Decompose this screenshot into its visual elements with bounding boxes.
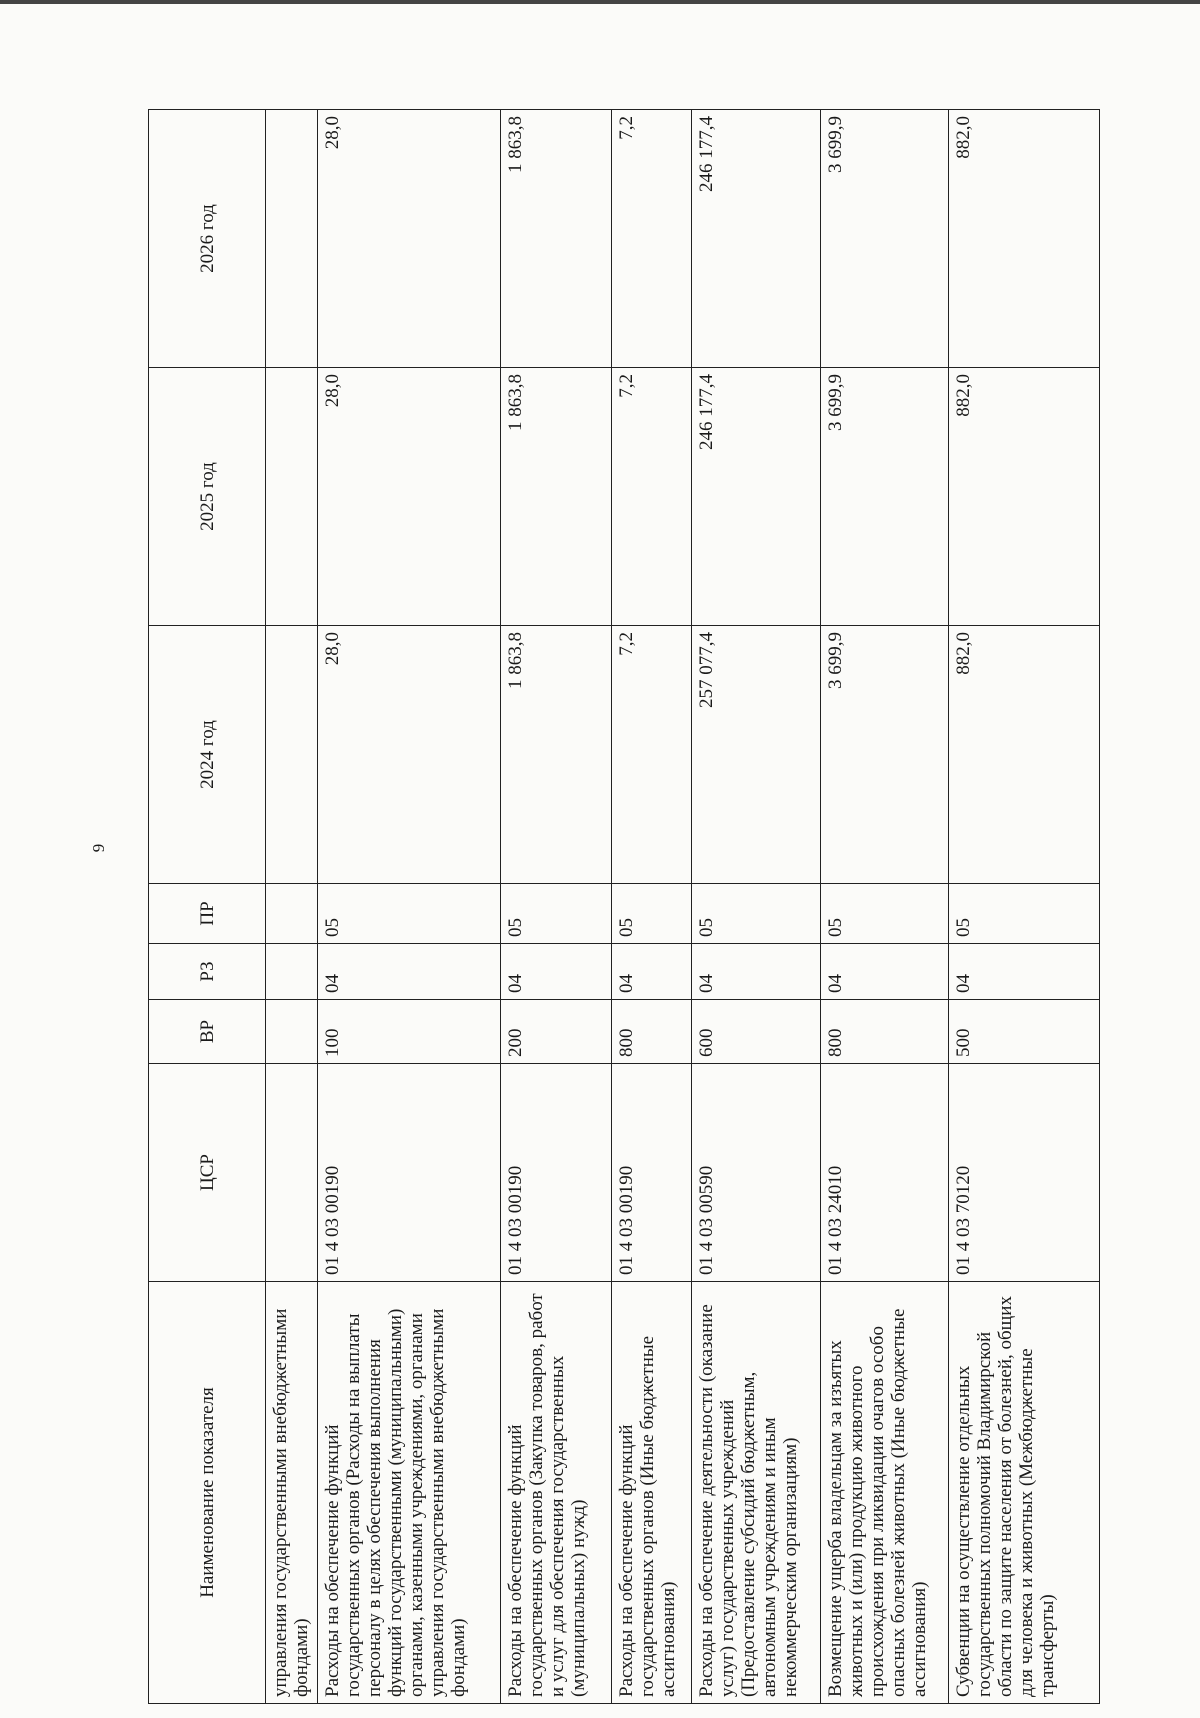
header-row <box>149 110 266 1704</box>
cell-rz: 04 <box>692 944 821 1000</box>
table-row <box>820 110 949 1704</box>
table-row <box>949 110 1100 1704</box>
cell-name: Расходы на обеспечение функций государственных органов (Расходы на выплаты персоналу в целях обеспечения выполнения функций государственными (муниципальными) органами, казенными учреждениями, органами управления государственными внебюджетными фондами) <box>318 1282 501 1704</box>
cell-vr: 200 <box>501 1000 612 1064</box>
cell-name: управления государственными внебюджетными фондами) <box>266 1282 318 1704</box>
cell-csr: 01 4 03 00190 <box>501 1064 612 1282</box>
budget-table <box>148 109 1100 1704</box>
cell-rz <box>266 944 318 1000</box>
cell-2026: 882,0 <box>949 110 1100 368</box>
cell-2025 <box>266 368 318 626</box>
header-2025: 2025 год <box>149 368 266 626</box>
table-body <box>266 110 1100 1704</box>
cell-rz: 04 <box>949 944 1100 1000</box>
cell-vr <box>266 1000 318 1064</box>
cell-pr: 05 <box>949 884 1100 944</box>
cell-2026: 28,0 <box>318 110 501 368</box>
header-rz: РЗ <box>149 944 266 1000</box>
table-row <box>611 110 691 1704</box>
cell-name: Расходы на обеспечение функций государственных органов (Закупка товаров, работ и услуг для обеспечения государственных (муниципальных) нужд) <box>501 1282 612 1704</box>
table-row <box>501 110 612 1704</box>
cell-2024: 1 863,8 <box>501 626 612 884</box>
header-pr: ПР <box>149 884 266 944</box>
header-2026: 2026 год <box>149 110 266 368</box>
cell-csr <box>266 1064 318 1282</box>
header-csr: ЦСР <box>149 1064 266 1282</box>
cell-2025: 1 863,8 <box>501 368 612 626</box>
cell-csr: 01 4 03 00190 <box>611 1064 691 1282</box>
cell-name: Расходы на обеспечение функций государственных органов (Иные бюджетные ассигнования) <box>611 1282 691 1704</box>
header-vr: ВР <box>149 1000 266 1064</box>
cell-2024: 257 077,4 <box>692 626 821 884</box>
cell-rz: 04 <box>501 944 612 1000</box>
cell-name: Субвенции на осуществление отдельных государственных полномочий Владимирской области по защите населения от болезней, общих для человека и животных (Межбюджетные трансферты) <box>949 1282 1100 1704</box>
cell-vr: 500 <box>949 1000 1100 1064</box>
cell-2025: 882,0 <box>949 368 1100 626</box>
cell-2024: 28,0 <box>318 626 501 884</box>
cell-vr: 800 <box>611 1000 691 1064</box>
cell-2026: 3 699,9 <box>820 110 949 368</box>
cell-vr: 100 <box>318 1000 501 1064</box>
cell-csr: 01 4 03 00190 <box>318 1064 501 1282</box>
cell-csr: 01 4 03 24010 <box>820 1064 949 1282</box>
cell-pr: 05 <box>318 884 501 944</box>
cell-2024 <box>266 626 318 884</box>
header-name: Наименование показателя <box>149 1282 266 1704</box>
cell-rz: 04 <box>820 944 949 1000</box>
page-number: 9 <box>89 843 108 853</box>
rotated-table-container <box>148 110 1100 1704</box>
cell-2026: 1 863,8 <box>501 110 612 368</box>
cell-2025: 3 699,9 <box>820 368 949 626</box>
cell-vr: 800 <box>820 1000 949 1064</box>
cell-vr: 600 <box>692 1000 821 1064</box>
table-header <box>149 110 266 1704</box>
cell-pr: 05 <box>611 884 691 944</box>
cell-2024: 882,0 <box>949 626 1100 884</box>
cell-pr <box>266 884 318 944</box>
cell-name: Возмещение ущерба владельцам за изъятых животных и (или) продукцию животного происхождения при ликвидации очагов особо опасных болезней животных (Иные бюджетные ассигнования) <box>820 1282 949 1704</box>
cell-rz: 04 <box>611 944 691 1000</box>
cell-pr: 05 <box>692 884 821 944</box>
cell-csr: 01 4 03 00590 <box>692 1064 821 1282</box>
cell-pr: 05 <box>820 884 949 944</box>
cell-2026 <box>266 110 318 368</box>
table-row <box>266 110 318 1704</box>
cell-2026: 246 177,4 <box>692 110 821 368</box>
cell-2026: 7,2 <box>611 110 691 368</box>
cell-2025: 28,0 <box>318 368 501 626</box>
cell-name: Расходы на обеспечение деятельности (оказание услуг) государственных учреждений (Предоставление субсидий бюджетным, автономным учреждениям и иным некоммерческим организациям) <box>692 1282 821 1704</box>
scan-top-edge <box>0 0 1200 4</box>
table-row <box>692 110 821 1704</box>
cell-pr: 05 <box>501 884 612 944</box>
cell-csr: 01 4 03 70120 <box>949 1064 1100 1282</box>
cell-2024: 7,2 <box>611 626 691 884</box>
table-row <box>318 110 501 1704</box>
cell-2024: 3 699,9 <box>820 626 949 884</box>
cell-2025: 7,2 <box>611 368 691 626</box>
cell-2025: 246 177,4 <box>692 368 821 626</box>
header-2024: 2024 год <box>149 626 266 884</box>
cell-rz: 04 <box>318 944 501 1000</box>
